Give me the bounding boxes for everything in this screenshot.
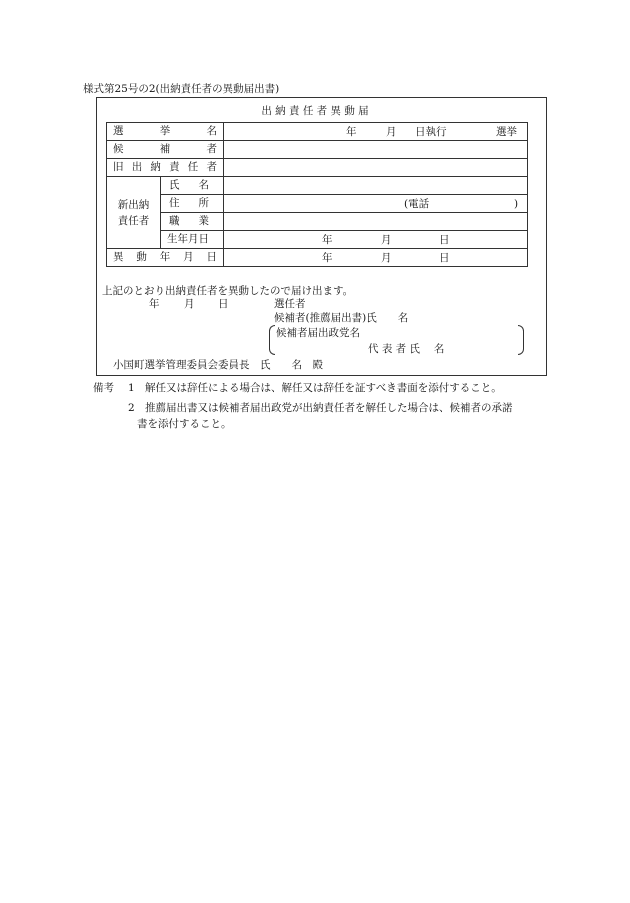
party-line: 候補者届出政党名 [276,327,360,339]
election-label: 選 挙 名 [113,125,217,138]
form-table [106,122,528,267]
new-birthdate-value-cell[interactable] [224,231,528,249]
candidate-line: 候補者(推薦届出書)氏 名 [274,312,409,324]
change-year: 年 [322,252,333,264]
new-name-label: 氏 名 [169,179,209,192]
statement: 上記のとおり出納責任者を異動したので届け出ます。 [102,285,354,297]
form-title [0,106,630,117]
change-date-label: 異 動 年 月 日 [113,251,217,264]
notes-heading: 備考 [93,382,114,394]
new-manager-group-label-2: 責任者 [117,214,150,227]
election-year: 年 [346,126,357,138]
new-name-value-cell[interactable] [224,177,528,195]
form-title-text: 出 納 責 任 者 異 動 届 [261,105,369,117]
note-2-number: 2 [128,402,135,414]
phone-open: (電話 [404,198,430,210]
old-manager-label: 旧 出 納 責 任 者 [113,161,217,174]
new-address-label-cell [161,195,224,213]
row-new-occupation [107,213,528,231]
note-2-text-line2: 書を添付すること。 [137,418,232,430]
birth-year: 年 [322,234,333,246]
election-month: 月 [386,126,397,138]
new-occupation-value-cell[interactable] [224,213,528,231]
candidate-label: 候 補 者 [113,143,217,156]
new-occupation-label-cell [161,213,224,231]
note-1-number: 1 [128,382,135,394]
bracket-left [269,325,275,355]
candidate-label-cell [107,141,224,159]
representative-line: 代 表 者 氏 名 [368,343,445,355]
change-date-value-cell[interactable] [224,249,528,267]
change-day: 日 [439,252,450,264]
date-month: 月 [184,298,195,310]
row-change-date [107,249,528,267]
date-day: 日 [218,298,229,310]
row-new-birthdate [107,231,528,249]
change-date-label-cell [107,249,224,267]
candidate-value-cell[interactable] [224,141,528,159]
row-election [107,123,528,141]
new-occupation-label: 職 業 [169,215,209,228]
row-old-manager [107,159,528,177]
new-birthdate-label: 生年月日 [167,233,209,246]
row-new-name [107,177,528,195]
new-name-label-cell [161,177,224,195]
election-label-cell [107,123,224,141]
addressee: 小国町選挙管理委員会委員長 氏 名 殿 [113,359,323,371]
note-1-text: 解任又は辞任による場合は、解任又は辞任を証すべき書面を添付すること。 [145,382,502,394]
date-year: 年 [149,298,160,310]
row-new-address [107,195,528,213]
old-manager-label-cell [107,159,224,177]
birth-day: 日 [439,234,450,246]
election-value-cell[interactable] [224,123,528,141]
election-suffix: 選挙 [496,126,517,138]
new-address-label: 住 所 [169,197,209,210]
new-address-value-cell[interactable] [224,195,528,213]
bracket-right [518,325,524,355]
new-manager-group-cell [107,177,161,249]
election-day-exec: 日執行 [415,126,447,138]
row-candidate [107,141,528,159]
election-ref: 選任者 [274,298,306,310]
new-manager-group-label-1: 新出納 [117,198,150,211]
new-birthdate-label-cell [161,231,224,249]
phone-close: ) [514,198,519,210]
change-month: 月 [381,252,392,264]
form-caption: 様式第25号の2(出納責任者の異動届出書) [83,83,280,95]
note-2-text-line1: 推薦届出書又は候補者届出政党が出納責任者を解任した場合は、候補者の承諾 [145,402,513,414]
old-manager-value-cell[interactable] [224,159,528,177]
birth-month: 月 [381,234,392,246]
